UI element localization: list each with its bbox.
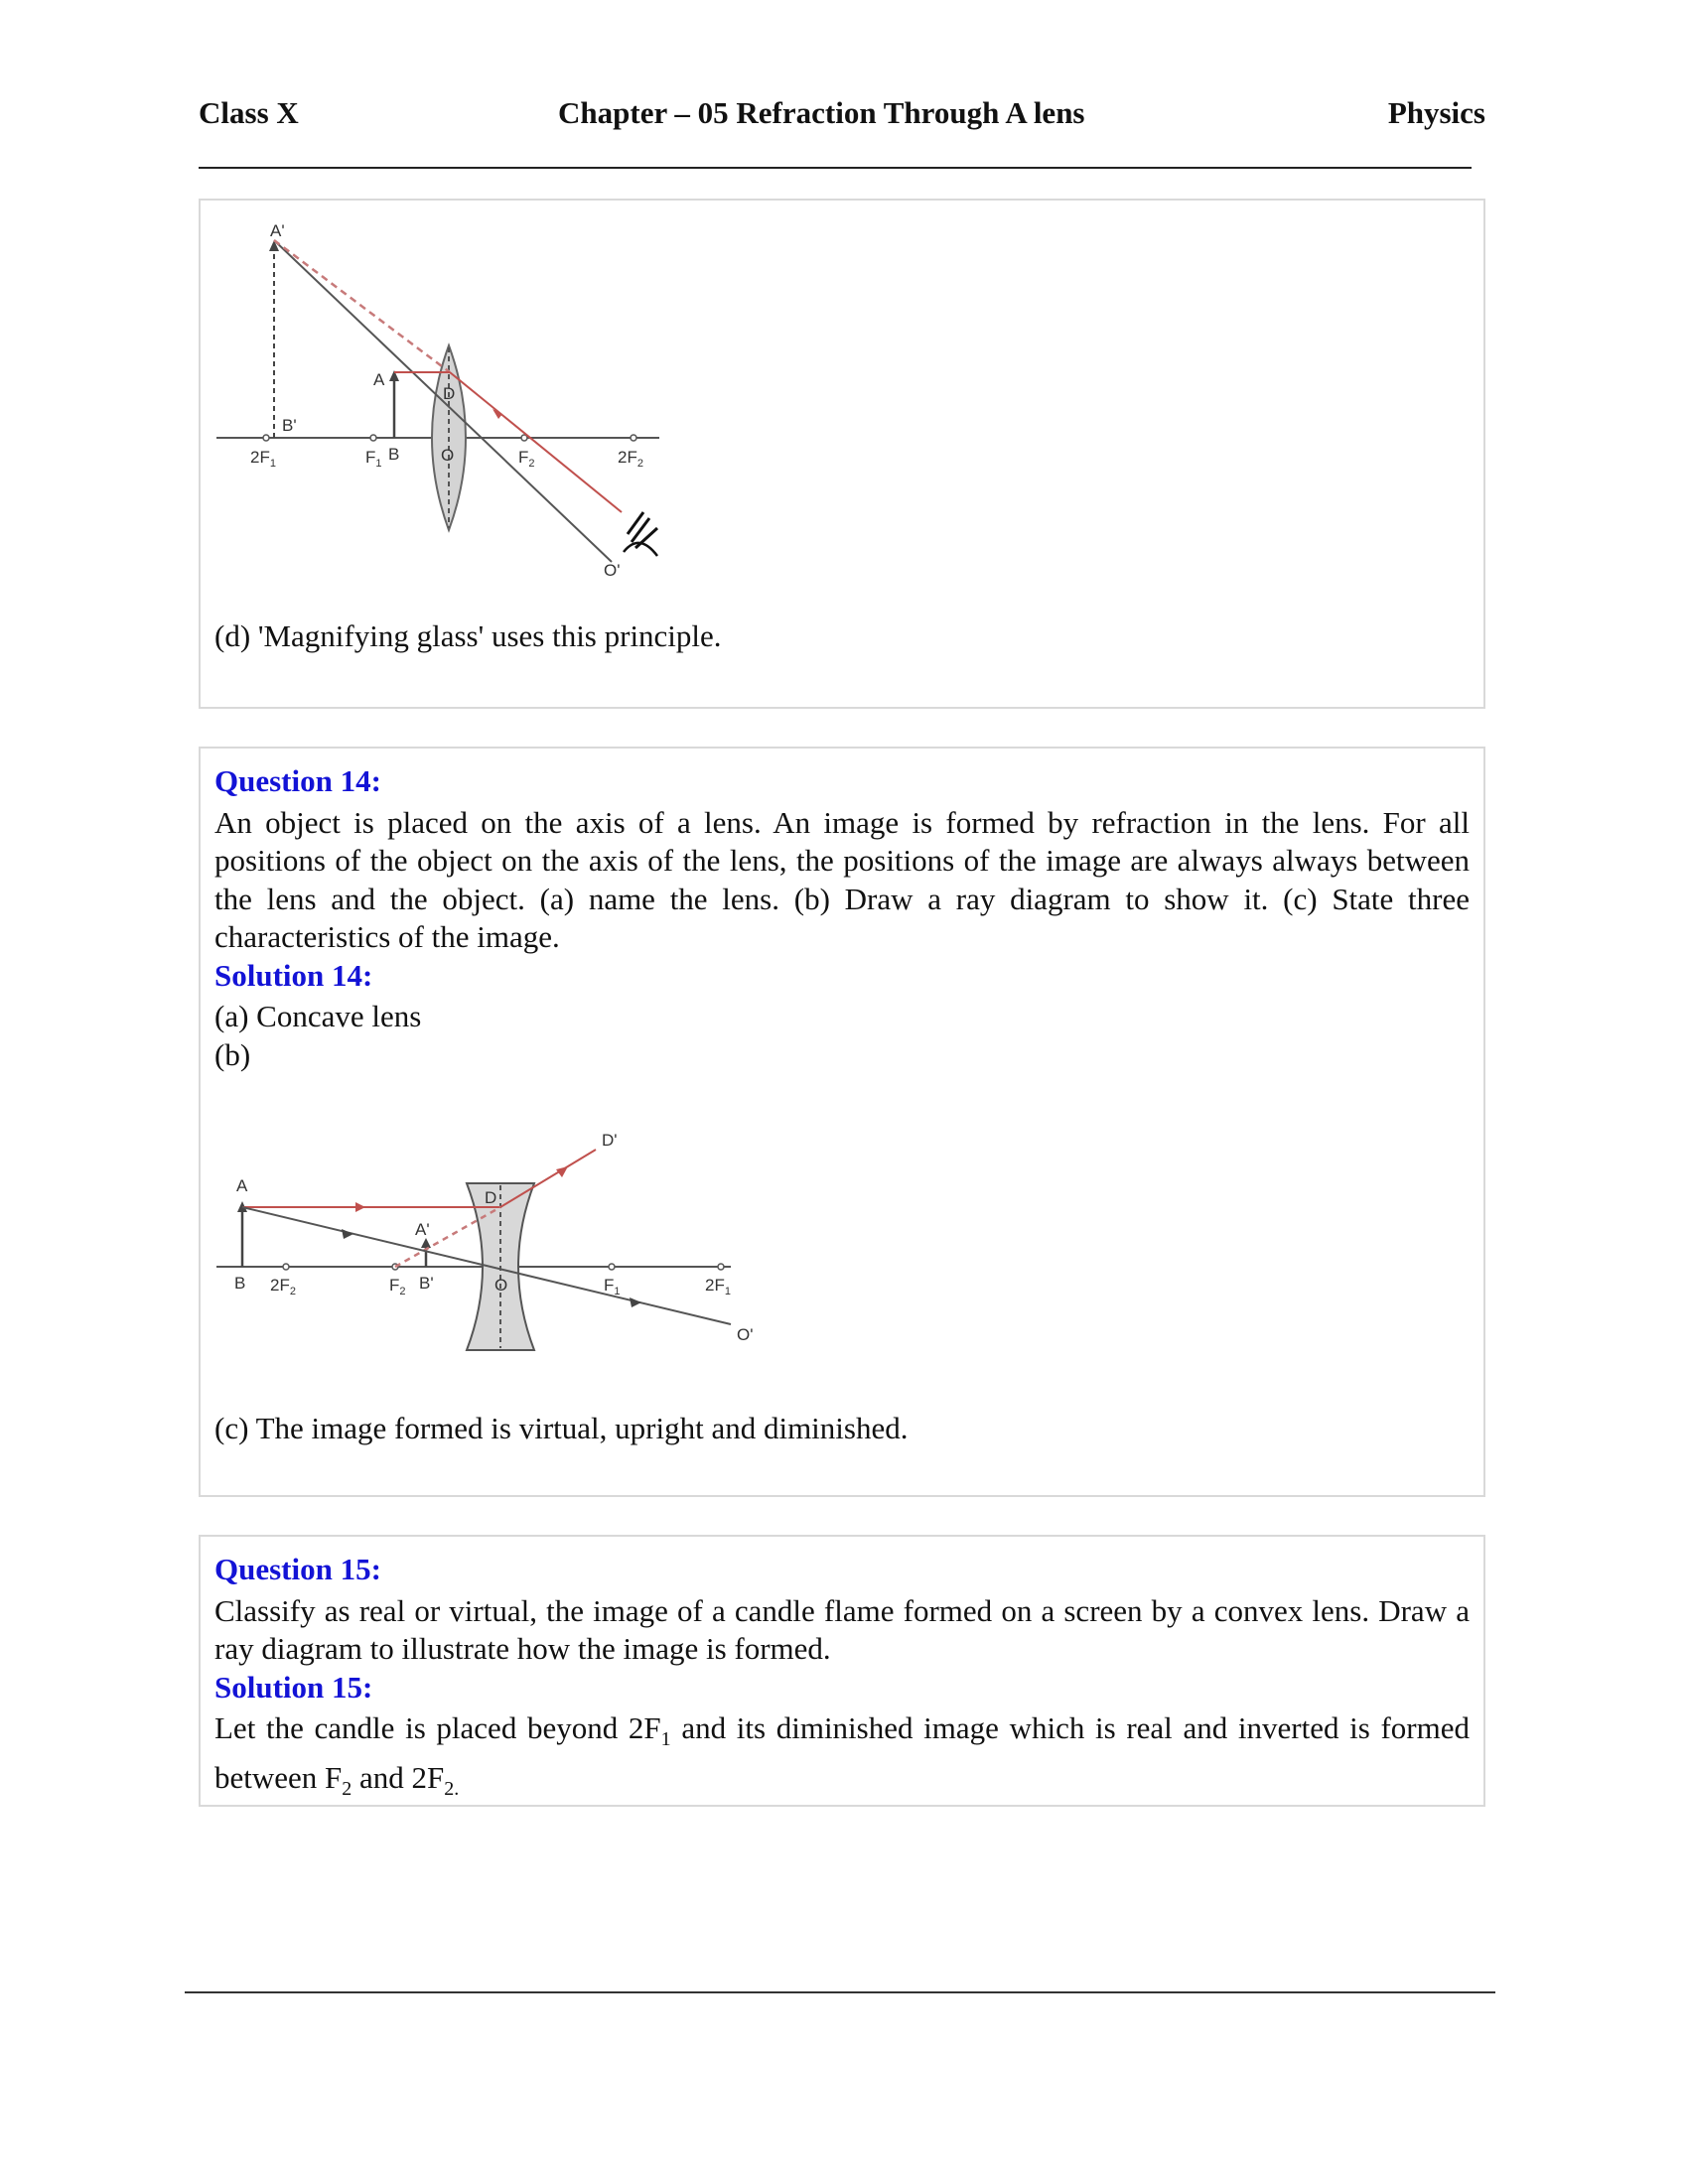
concave-lens-ray-diagram [214,1100,771,1408]
label-a-prime: A' [415,1220,430,1239]
convex-lens-magnifier-diagram [214,214,671,592]
label-a: A [373,370,385,389]
label-f2: $F_2$ [389,1276,406,1297]
question-14-box [199,747,1485,1497]
answer-14-a: (a) Concave lens [214,999,422,1033]
previous-solution-box [199,199,1485,709]
solution-14-title: Solution 14: [214,957,373,993]
label-f1: $F_1$ [365,448,382,470]
label-b-prime: B' [282,416,297,435]
magnifying-glass-caption: (d) 'Magnifying glass' uses this principle. [214,618,722,653]
footer-divider [185,1991,1495,1993]
answer-14-b: (b) [214,1036,251,1072]
label-o: O [494,1276,508,1295]
label-d-prime: D' [602,1131,618,1150]
answer-14-c: (c) The image formed is virtual, upright and diminished. [214,1411,909,1445]
page-header [199,95,1485,145]
label-2f1: $2F_1$ [705,1276,731,1297]
label-b: B [234,1274,246,1293]
solution-15-text: Let the candle is placed beyond $2F_1$ and its diminished image which is real and inverted is formed between $F_2$ and $2F_{2.}$ [214,1710,1470,1800]
subject-label: Physics [1387,95,1485,130]
label-a: A [236,1176,248,1195]
label-d: D [443,384,456,403]
label-o-prime: O' [737,1325,754,1344]
chapter-title: Chapter – 05 Refraction Through A lens [558,95,1085,130]
solution-15-title: Solution 15: [214,1669,373,1705]
label-2f2: $2F_2$ [270,1276,296,1297]
label-d: D [485,1188,497,1207]
label-a-prime: A' [270,221,285,240]
question-14-title: Question 14: [214,763,381,798]
header-divider [199,167,1472,169]
label-o-prime: O' [604,561,621,580]
label-f1: $F_1$ [604,1276,621,1297]
label-2f2: $2F_2$ [618,448,643,470]
question-15-box [199,1535,1485,1807]
label-f2: $F_2$ [518,448,535,470]
label-b-prime: B' [419,1274,434,1293]
label-b: B [388,445,400,464]
question-15-text: Classify as real or virtual, the image of a candle flame formed on a screen by a convex lens. Draw a ray diagram to illustrate how the image is formed. [214,1592,1470,1666]
label-o: O [441,446,455,465]
class-label: Class X [199,95,299,130]
question-15-title: Question 15: [214,1552,381,1586]
question-14-text: An object is placed on the axis of a lens. An image is formed by refraction in the lens. For all positions of the object on the axis of the lens, the positions of the image are always always between the lens and the object. (a) name the lens. (b) Draw a ray diagram to show it. (c) State three characteristics of the image. [214,804,1470,954]
label-2f1: $2F_1$ [250,448,276,470]
